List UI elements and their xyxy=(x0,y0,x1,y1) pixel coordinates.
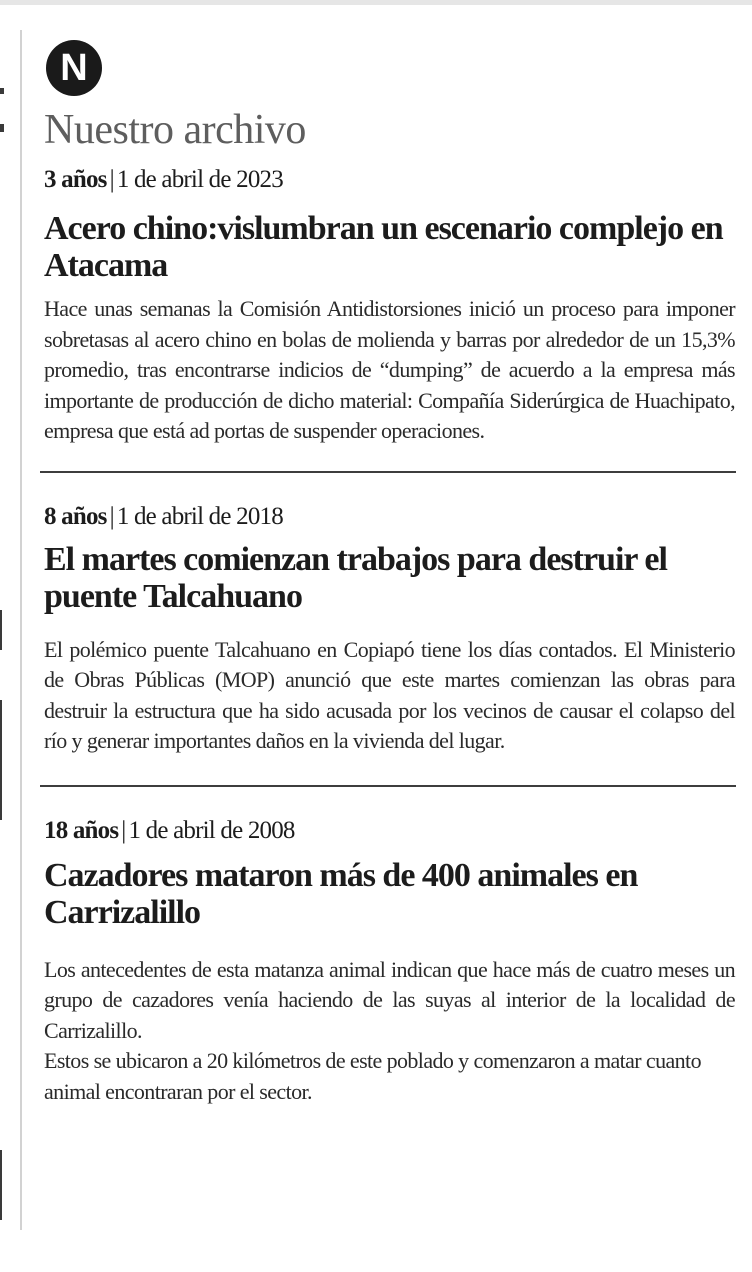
edge-mark xyxy=(0,124,4,132)
article-divider xyxy=(40,471,736,473)
article-body xyxy=(44,635,735,757)
article-paragraph: Los antecedentes de esta matanza animal indican que hace más de cuatro meses un grupo de cazadores venía haciendo de las suyas al interior de la localidad de Carrizalillo. xyxy=(44,956,735,1043)
archive-article xyxy=(44,815,735,1108)
article-meta xyxy=(44,164,735,196)
archive-article xyxy=(44,164,735,447)
meta-separator: | xyxy=(109,502,114,530)
article-paragraph: Hace unas semanas la Comisión Antidistorsiones inició un proceso para imponer sobretasas al acero chino en bolas de molienda y barras por alrededor de un 15,3% promedio, tras encontrarse indicios de “dumping” de acuerdo a la empresa más importante de producción de dicho material: Compañía Siderúrgica de Huachipato, empresa que está ad portas de suspender operaciones. xyxy=(44,296,735,443)
article-body xyxy=(44,294,735,447)
article-body xyxy=(44,955,735,1108)
section-logo: N xyxy=(46,40,102,96)
article-meta xyxy=(44,501,735,533)
archive-section xyxy=(40,40,735,1107)
column-rule xyxy=(20,30,22,1230)
article-headline: El martes comienzan trabajos para destruir el puente Talcahuano xyxy=(44,540,667,615)
edge-mark xyxy=(0,700,2,820)
article-date: 1 de abril de 2023 xyxy=(116,166,283,193)
edge-mark xyxy=(0,610,2,650)
article-years: 8 años xyxy=(44,502,107,530)
article-headline: Cazadores mataron más de 400 animales en Carrizalillo xyxy=(44,856,638,931)
article-years: 18 años xyxy=(44,816,119,844)
article-date: 1 de abril de 2008 xyxy=(128,816,295,844)
meta-separator: | xyxy=(121,816,126,844)
article-divider xyxy=(40,785,736,787)
archive-article xyxy=(44,501,735,757)
article-paragraph: El polémico puente Talcahuano en Copiapó tiene los días contados. El Ministerio de Obras Públicas (MOP) anunció que este martes comienzan las obras para destruir la estructura que ha sido acusada por los vecinos de causar el colapso del río y generar importantes daños en la vivienda del lugar. xyxy=(44,636,735,753)
edge-mark xyxy=(0,88,4,94)
article-date: 1 de abril de 2018 xyxy=(116,502,283,530)
article-headline: Acero chino:vislumbran un escenario complejo en Atacama xyxy=(44,210,723,284)
edge-mark xyxy=(0,1150,2,1220)
page-top-edge xyxy=(0,0,752,5)
article-paragraph: Estos se ubicaron a 20 kilómetros de este poblado y comenzaron a matar cuanto animal encontraran por el sector. xyxy=(44,1048,701,1104)
article-meta xyxy=(44,815,735,847)
section-title: Nuestro archivo xyxy=(44,107,306,153)
article-years: 3 años xyxy=(44,166,107,193)
meta-separator: | xyxy=(109,166,114,193)
